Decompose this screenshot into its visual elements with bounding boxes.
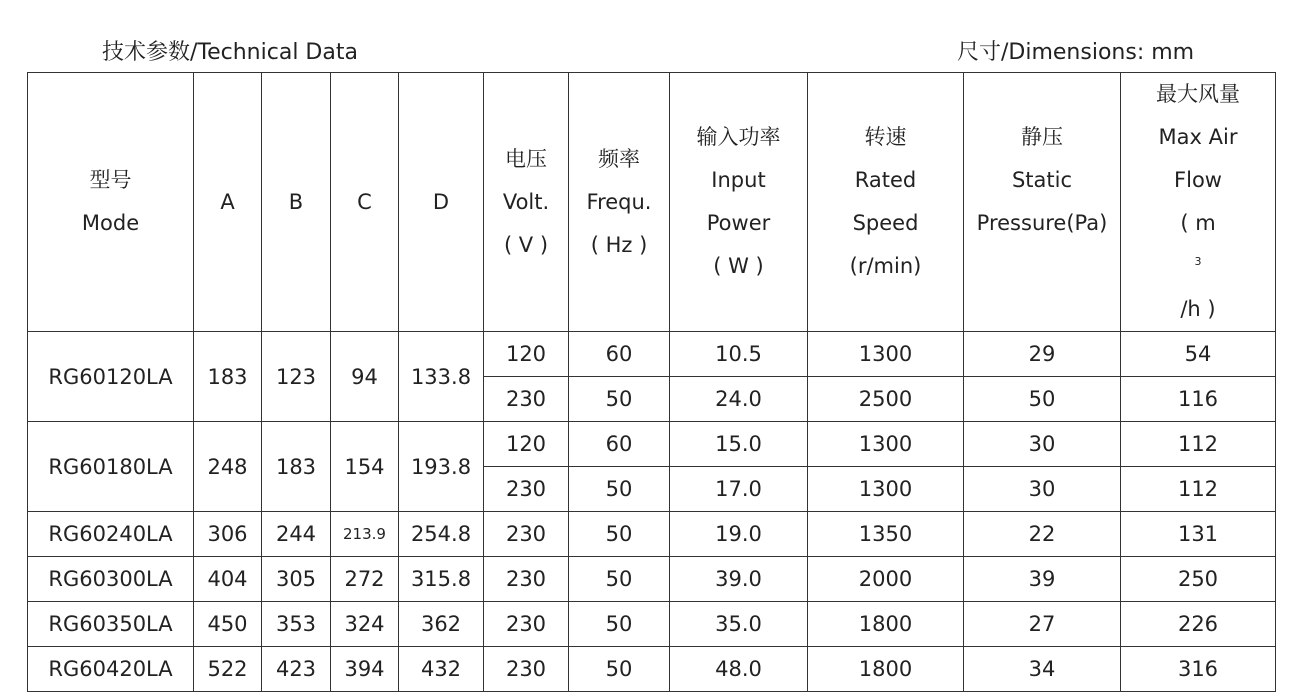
cell-a: 248 <box>194 422 262 512</box>
cell-b: 305 <box>262 557 331 602</box>
cell-a: 450 <box>194 602 262 647</box>
caption-dimensions: 尺寸/Dimensions: mm <box>957 40 1195 65</box>
cell-a: 404 <box>194 557 262 602</box>
cell-c: 394 <box>331 647 399 692</box>
cell-a: 306 <box>194 512 262 557</box>
cell-frequency: 60 <box>569 332 670 377</box>
cell-power: 24.0 <box>670 377 808 422</box>
cell-air-flow: 54 <box>1121 332 1276 377</box>
header-model: 型号 Mode <box>28 73 194 332</box>
cell-frequency: 50 <box>569 647 670 692</box>
cell-d: 362 <box>399 602 484 647</box>
cell-frequency: 50 <box>569 512 670 557</box>
cell-d: 315.8 <box>399 557 484 602</box>
header-row <box>28 73 1276 332</box>
header-input-power: 输入功率 Input Power ( W ) <box>670 73 808 332</box>
cell-pressure: 39 <box>964 557 1121 602</box>
header-b: B <box>262 73 331 332</box>
cell-frequency: 50 <box>569 467 670 512</box>
cell-a: 522 <box>194 647 262 692</box>
header-c: C <box>331 73 399 332</box>
cell-voltage: 230 <box>484 602 569 647</box>
table-row <box>28 332 1276 377</box>
cell-frequency: 50 <box>569 602 670 647</box>
cell-model: RG60240LA <box>28 512 194 557</box>
cell-voltage: 230 <box>484 557 569 602</box>
caption-technical-data: 技术参数/Technical Data <box>102 40 358 65</box>
cell-pressure: 29 <box>964 332 1121 377</box>
cell-speed: 2000 <box>808 557 964 602</box>
cell-air-flow: 250 <box>1121 557 1276 602</box>
cell-frequency: 50 <box>569 377 670 422</box>
header-frequency: 频率 Frequ. ( Hz ) <box>569 73 670 332</box>
cell-power: 15.0 <box>670 422 808 467</box>
cell-air-flow: 116 <box>1121 377 1276 422</box>
cell-pressure: 27 <box>964 602 1121 647</box>
cell-speed: 1800 <box>808 647 964 692</box>
cell-c: 213.9 <box>331 512 399 557</box>
cell-air-flow: 112 <box>1121 422 1276 467</box>
cell-power: 48.0 <box>670 647 808 692</box>
cell-pressure: 22 <box>964 512 1121 557</box>
table-row <box>28 512 1276 557</box>
cell-voltage: 230 <box>484 647 569 692</box>
cell-pressure: 30 <box>964 422 1121 467</box>
cell-d: 254.8 <box>399 512 484 557</box>
cell-model: RG60300LA <box>28 557 194 602</box>
table-row <box>28 602 1276 647</box>
cell-b: 244 <box>262 512 331 557</box>
cell-model: RG60180LA <box>28 422 194 512</box>
cell-speed: 2500 <box>808 377 964 422</box>
cell-air-flow: 316 <box>1121 647 1276 692</box>
cell-a: 183 <box>194 332 262 422</box>
cell-c: 154 <box>331 422 399 512</box>
cell-model: RG60420LA <box>28 647 194 692</box>
header-max-air-flow: 最大风量 Max Air Flow ( m $^3$ /h ) <box>1121 73 1276 332</box>
cell-b: 423 <box>262 647 331 692</box>
cell-air-flow: 226 <box>1121 602 1276 647</box>
cell-speed: 1300 <box>808 467 964 512</box>
table-row <box>28 557 1276 602</box>
cell-frequency: 60 <box>569 422 670 467</box>
cell-voltage: 120 <box>484 422 569 467</box>
cell-power: 35.0 <box>670 602 808 647</box>
header-voltage: 电压 Volt. ( V ) <box>484 73 569 332</box>
cell-voltage: 230 <box>484 467 569 512</box>
cell-voltage: 230 <box>484 512 569 557</box>
header-d: D <box>399 73 484 332</box>
cell-c: 94 <box>331 332 399 422</box>
cell-power: 17.0 <box>670 467 808 512</box>
cell-c: 272 <box>331 557 399 602</box>
cell-d: 432 <box>399 647 484 692</box>
cell-pressure: 30 <box>964 467 1121 512</box>
technical-data-table <box>27 72 1276 692</box>
cell-power: 39.0 <box>670 557 808 602</box>
cell-speed: 1300 <box>808 422 964 467</box>
cell-d: 133.8 <box>399 332 484 422</box>
cell-power: 19.0 <box>670 512 808 557</box>
cell-pressure: 34 <box>964 647 1121 692</box>
cell-frequency: 50 <box>569 557 670 602</box>
cell-speed: 1800 <box>808 602 964 647</box>
cell-power: 10.5 <box>670 332 808 377</box>
header-rated-speed: 转速 Rated Speed (r/min) <box>808 73 964 332</box>
cell-c: 324 <box>331 602 399 647</box>
cell-b: 353 <box>262 602 331 647</box>
table-row <box>28 422 1276 467</box>
cell-speed: 1300 <box>808 332 964 377</box>
cell-b: 183 <box>262 422 331 512</box>
header-a: A <box>194 73 262 332</box>
cell-air-flow: 131 <box>1121 512 1276 557</box>
cell-pressure: 50 <box>964 377 1121 422</box>
header-static-pressure: 静压 Static Pressure(Pa) <box>964 73 1121 332</box>
cell-air-flow: 112 <box>1121 467 1276 512</box>
table-row <box>28 647 1276 692</box>
cell-d: 193.8 <box>399 422 484 512</box>
cell-model: RG60350LA <box>28 602 194 647</box>
cell-speed: 1350 <box>808 512 964 557</box>
cell-b: 123 <box>262 332 331 422</box>
cell-voltage: 120 <box>484 332 569 377</box>
cell-model: RG60120LA <box>28 332 194 422</box>
cell-voltage: 230 <box>484 377 569 422</box>
